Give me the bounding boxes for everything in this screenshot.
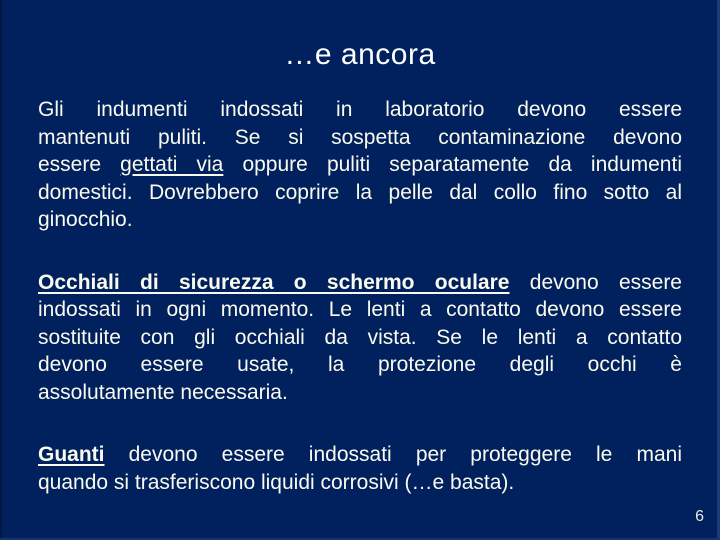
text-segment: gettati via [120,153,224,176]
text-segment: devono essere [509,270,682,294]
text-segment: mantenuti puliti. Se si sospetta contaminazione devono [38,125,682,149]
slide-body-text [38,96,682,496]
page-number: 6 [695,508,704,525]
text-line [38,124,682,152]
text-segment: oppure puliti separatamente da indumenti [223,153,682,176]
text-line [38,296,682,324]
text-line [38,179,682,207]
text-segment: sostituite con gli occhiali da vista. Se le lenti a contatto [38,325,682,349]
text-line [38,269,682,297]
paragraph [38,269,682,407]
text-segment: indossati in ogni momento. Le lenti a contatto devono essere [38,298,682,321]
text-segment: quando si trasferiscono liquidi corrosivi (…e basta). [38,470,515,494]
text-segment: Guanti [38,443,105,466]
text-line [38,441,682,469]
text-segment: Gli indumenti indossati in laboratorio devono essere [38,98,682,121]
text-line [38,324,682,352]
text-line [38,351,682,379]
text-segment: devono essere indossati per proteggere le mani [104,443,682,466]
text-line [38,379,682,407]
text-line [38,96,682,124]
text-segment: ginocchio. [38,208,133,231]
text-segment: domestici. Dovrebbero coprire la pelle dal collo fino sotto al [38,180,682,204]
text-segment: devono essere usate, la protezione degli occhi è [38,353,682,376]
text-line [38,469,682,497]
text-line [38,206,682,234]
text-segment: Occhiali di sicurezza o schermo oculare [38,270,510,294]
text-segment: assolutamente necessaria. [38,380,288,404]
slide-edge-shadow [0,0,2,540]
paragraph [38,441,682,496]
text-line [38,151,682,179]
text-segment: essere [38,153,121,176]
slide-title: …e ancora [284,38,436,71]
paragraph [38,96,682,234]
